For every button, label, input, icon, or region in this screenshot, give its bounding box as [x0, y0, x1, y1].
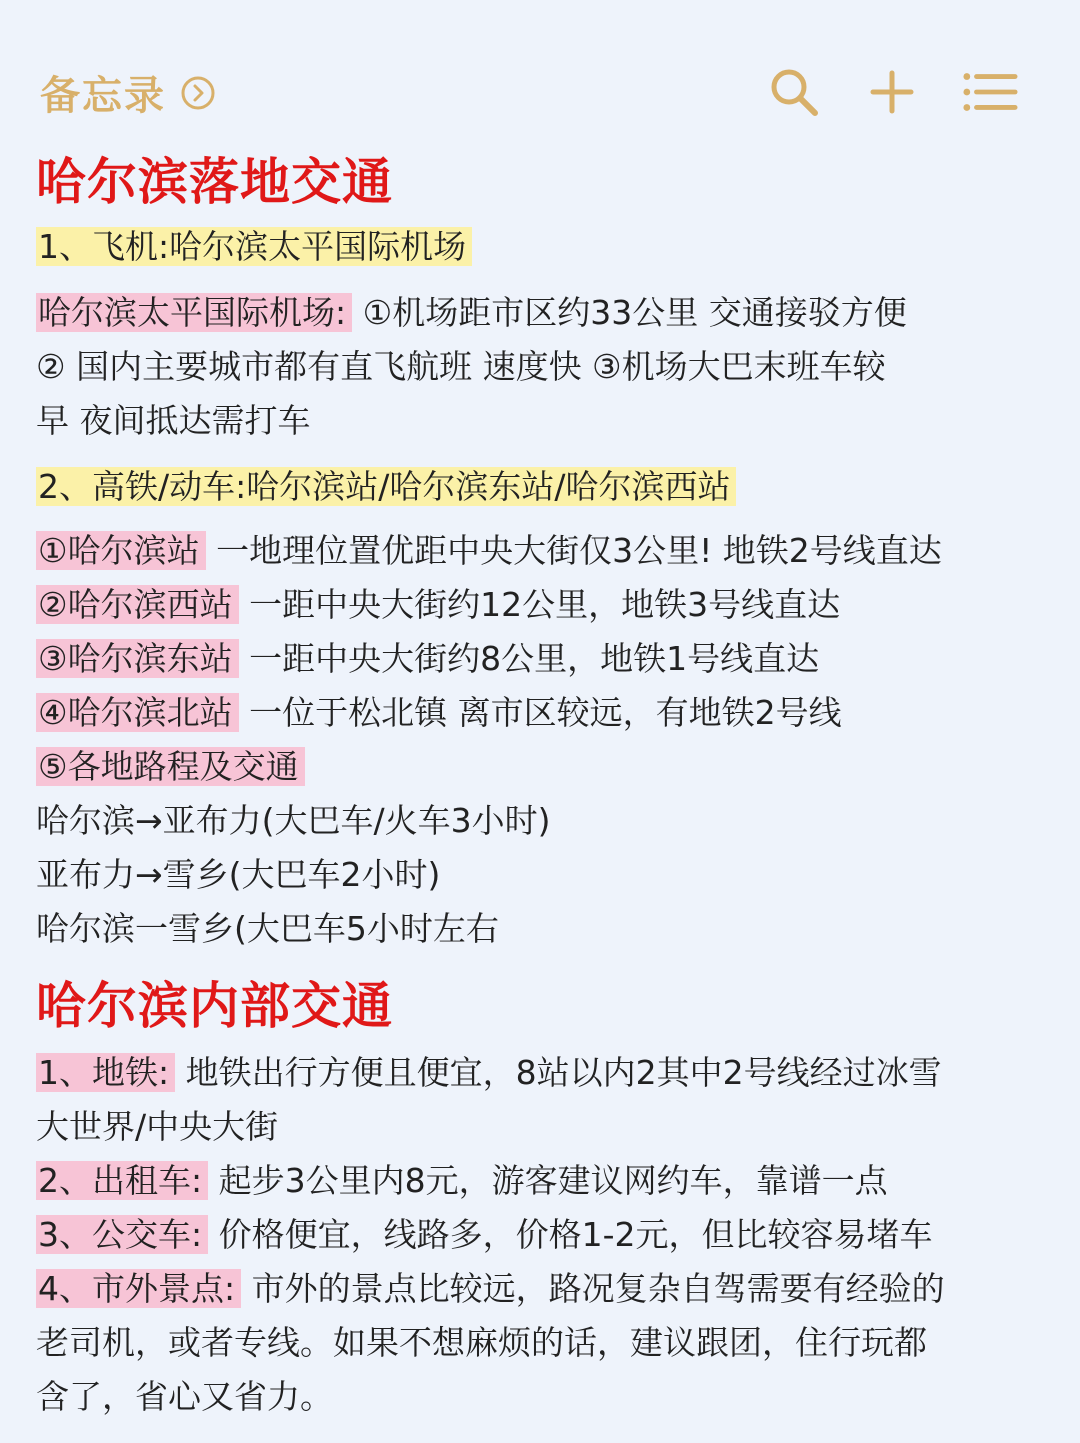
station-desc: 一距中央大街约8公里，地铁1号线直达 — [249, 639, 820, 678]
plus-icon[interactable] — [864, 64, 920, 120]
transport-text: 市外的景点比较远，路况复杂自驾需要有经验的 — [251, 1269, 945, 1308]
airport-text-1: ①机场距市区约33公里 交通接驳方便 — [362, 293, 907, 332]
station-name: ④哈尔滨北站 — [36, 693, 239, 732]
station-item — [36, 578, 1046, 632]
route-item: 哈尔滨一雪乡(大巴车5小时左右 — [36, 909, 499, 948]
transport-item — [36, 1208, 1046, 1262]
station-list — [36, 524, 1046, 956]
transport-label: 1、地铁: — [36, 1053, 175, 1092]
transport-text: 价格便宜，线路多，价格1-2元，但比较容易堵车 — [218, 1215, 933, 1254]
internal-transport-list — [36, 1046, 1046, 1424]
route-item: 哈尔滨→亚布力(大巴车/火车3小时) — [36, 801, 551, 840]
station-name: ①哈尔滨站 — [36, 531, 206, 570]
app-title: 备忘录 — [40, 73, 166, 119]
airport-line-1 — [36, 286, 1046, 340]
top-bar — [0, 0, 1080, 150]
section-title-internal: 哈尔滨内部交通 — [36, 977, 393, 1035]
transport-text: 地铁出行方便且便宜，8站以内2其中2号线经过冰雪 — [185, 1053, 942, 1092]
search-icon[interactable] — [766, 64, 822, 120]
station-item — [36, 686, 1046, 740]
rail-heading: 2、高铁/动车:哈尔滨站/哈尔滨东站/哈尔滨西站 — [36, 467, 736, 506]
plane-heading-line — [36, 220, 1046, 274]
station-desc: 一位于松北镇 离市区较远，有地铁2号线 — [249, 693, 842, 732]
transport-label: 2、出租车: — [36, 1161, 208, 1200]
airport-paragraph — [36, 286, 1046, 448]
station-item — [36, 524, 1046, 578]
airport-line-2: ② 国内主要城市都有直飞航班 速度快 ③机场大巴末班车较 — [36, 347, 886, 386]
back-to-notes-button[interactable] — [40, 64, 216, 121]
transport-item — [36, 1154, 1046, 1208]
station-desc: 一距中央大街约12公里，地铁3号线直达 — [249, 585, 841, 624]
station-name: ②哈尔滨西站 — [36, 585, 239, 624]
station-item — [36, 632, 1046, 686]
transport-item — [36, 1262, 1046, 1316]
airport-line-3: 早 夜间抵达需打车 — [36, 401, 311, 440]
rail-heading-line — [36, 460, 1046, 514]
transport-text-cont: 大世界/中央大街 — [36, 1107, 279, 1146]
route-item: 亚布力→雪乡(大巴车2小时) — [36, 855, 441, 894]
transport-text: 起步3公里内8元，游客建议网约车，靠谱一点 — [218, 1161, 888, 1200]
transport-text-cont: 含了，省心又省力。 — [36, 1377, 333, 1416]
routes-label: ⑤各地路程及交通 — [36, 747, 305, 786]
station-desc: 一地理位置优距中央大街仅3公里! 地铁2号线直达 — [216, 531, 942, 570]
transport-label: 4、市外景点: — [36, 1269, 241, 1308]
note-body[interactable] — [36, 150, 1046, 1424]
section-title-arrival: 哈尔滨落地交通 — [36, 153, 393, 211]
transport-label: 3、公交车: — [36, 1215, 208, 1254]
transport-item — [36, 1046, 1046, 1100]
chevron-circle-right-icon — [180, 75, 216, 111]
plane-heading: 1、飞机:哈尔滨太平国际机场 — [36, 227, 472, 266]
transport-text-cont: 老司机，或者专线。如果不想麻烦的话，建议跟团，住行玩都 — [36, 1323, 927, 1362]
routes-label-line — [36, 740, 1046, 794]
station-name: ③哈尔滨东站 — [36, 639, 239, 678]
list-icon[interactable] — [962, 64, 1018, 120]
airport-label: 哈尔滨太平国际机场: — [36, 293, 352, 332]
